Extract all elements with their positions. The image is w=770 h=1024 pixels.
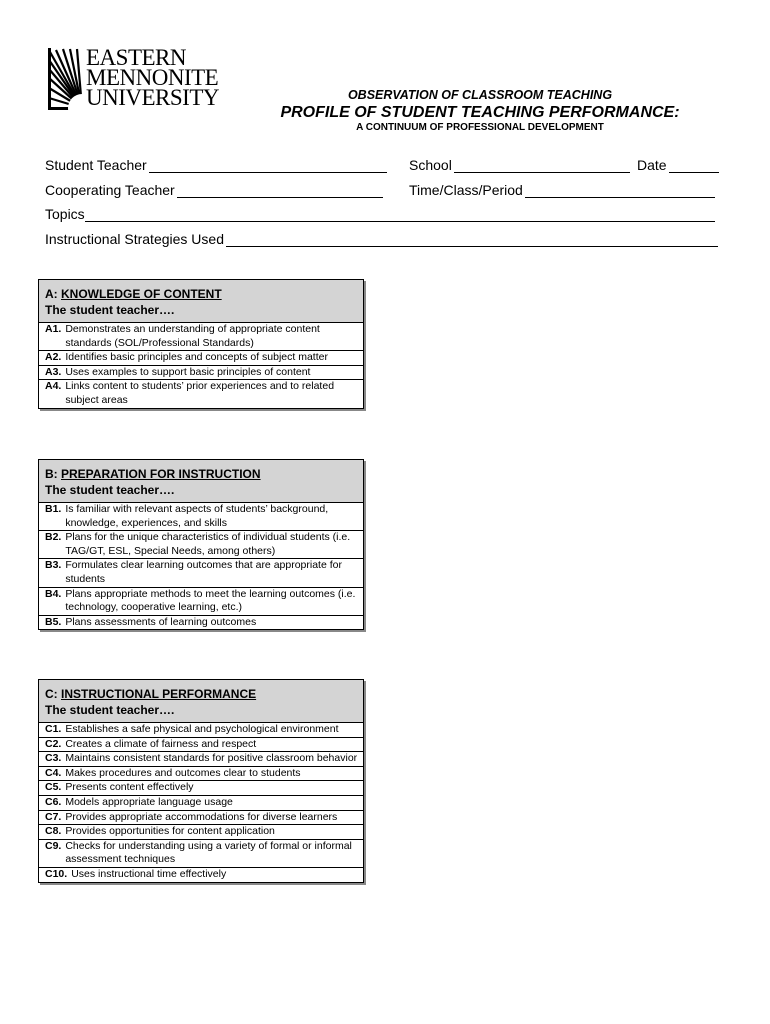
cooperating-teacher-label: Cooperating Teacher — [45, 182, 175, 198]
section-subtitle: The student teacher…. — [45, 703, 175, 717]
cooperating-teacher-field[interactable] — [45, 180, 383, 198]
instructional-strategies-line[interactable] — [226, 232, 718, 247]
date-field[interactable] — [637, 155, 719, 173]
student-teacher-label: Student Teacher — [45, 157, 147, 173]
section-header — [39, 460, 363, 503]
logo-line-1: EASTERN — [86, 45, 186, 70]
section-instructional-performance — [38, 679, 364, 883]
criterion-row: C7. Provides appropriate accommodations for diverse learners — [39, 811, 363, 826]
topics-field[interactable] — [45, 204, 715, 222]
criterion-row: C8. Provides opportunities for content application — [39, 825, 363, 840]
criterion-row: C1. Establishes a safe physical and psychological environment — [39, 723, 363, 738]
criterion-row: A3. Uses examples to support basic principles of content — [39, 366, 363, 381]
section-header — [39, 680, 363, 723]
criterion-row: C5. Presents content effectively — [39, 781, 363, 796]
section-title: B: PREPARATION FOR INSTRUCTION — [45, 467, 261, 481]
university-logo — [48, 45, 219, 110]
section-knowledge-of-content — [38, 279, 364, 409]
criterion-row: B5. Plans assessments of learning outcomes — [45, 615, 257, 628]
section-subtitle: The student teacher…. — [45, 303, 175, 317]
criterion-row: B4. Plans appropriate methods to meet the learning outcomes (i.e. technology, cooperative learning, etc.) — [39, 588, 363, 616]
form-subtitle: A CONTINUUM OF PROFESSIONAL DEVELOPMENT — [356, 122, 604, 133]
topics-label: Topics — [45, 206, 85, 222]
form-title: PROFILE OF STUDENT TEACHING PERFORMANCE: — [280, 104, 680, 121]
date-label: Date — [637, 157, 667, 173]
section-title: C: INSTRUCTIONAL PERFORMANCE — [45, 687, 257, 701]
form-heading: OBSERVATION OF CLASSROOM TEACHING — [347, 88, 613, 102]
section-header — [39, 280, 363, 323]
logo-line-2: MENNONITE — [86, 65, 219, 90]
criterion-row: B3. Formulates clear learning outcomes that are appropriate for students — [39, 559, 363, 587]
time-class-period-label: Time/Class/Period — [409, 182, 523, 198]
school-label: School — [409, 157, 452, 173]
time-class-period-line[interactable] — [525, 183, 715, 198]
section-subtitle: The student teacher…. — [45, 483, 175, 497]
criterion-row: A2. Identifies basic principles and concepts of subject matter — [39, 351, 363, 366]
criterion-row: C3. Maintains consistent standards for positive classroom behavior — [39, 752, 363, 767]
criterion-row: B2. Plans for the unique characteristics of individual students (i.e. TAG/GT, ESL, Special Needs, among others) — [39, 531, 363, 559]
criterion-row: A1. Demonstrates an understanding of appropriate content standards (SOL/Professional Standards) — [39, 323, 363, 351]
instructional-strategies-label: Instructional Strategies Used — [45, 231, 224, 247]
time-class-period-field[interactable] — [409, 180, 715, 198]
sunburst-logo-icon — [48, 48, 84, 110]
date-line[interactable] — [669, 158, 719, 173]
topics-line[interactable] — [85, 207, 715, 222]
student-teacher-field[interactable] — [45, 155, 387, 173]
criterion-row: C4. Makes procedures and outcomes clear to students — [39, 767, 363, 782]
cooperating-teacher-line[interactable] — [177, 183, 383, 198]
instructional-strategies-field[interactable] — [45, 229, 718, 247]
criterion-row: C9. Checks for understanding using a variety of formal or informal assessment techniques — [39, 840, 363, 868]
logo-line-3: UNIVERSITY — [86, 85, 219, 110]
criterion-row: C2. Creates a climate of fairness and respect — [39, 738, 363, 753]
criterion-row: B1. Is familiar with relevant aspects of students’ background, knowledge, experiences, and skills — [39, 503, 363, 531]
school-line[interactable] — [454, 158, 630, 173]
logo-wordmark — [86, 45, 219, 110]
section-title: A: KNOWLEDGE OF CONTENT — [45, 287, 222, 301]
school-field[interactable] — [409, 155, 630, 173]
student-teacher-line[interactable] — [149, 158, 387, 173]
criterion-row: A4. Links content to students’ prior experiences and to related subject areas — [45, 380, 335, 406]
criterion-row: C10. Uses instructional time effectively — [45, 867, 227, 880]
section-preparation-for-instruction — [38, 459, 364, 630]
criterion-row: C6. Models appropriate language usage — [39, 796, 363, 811]
